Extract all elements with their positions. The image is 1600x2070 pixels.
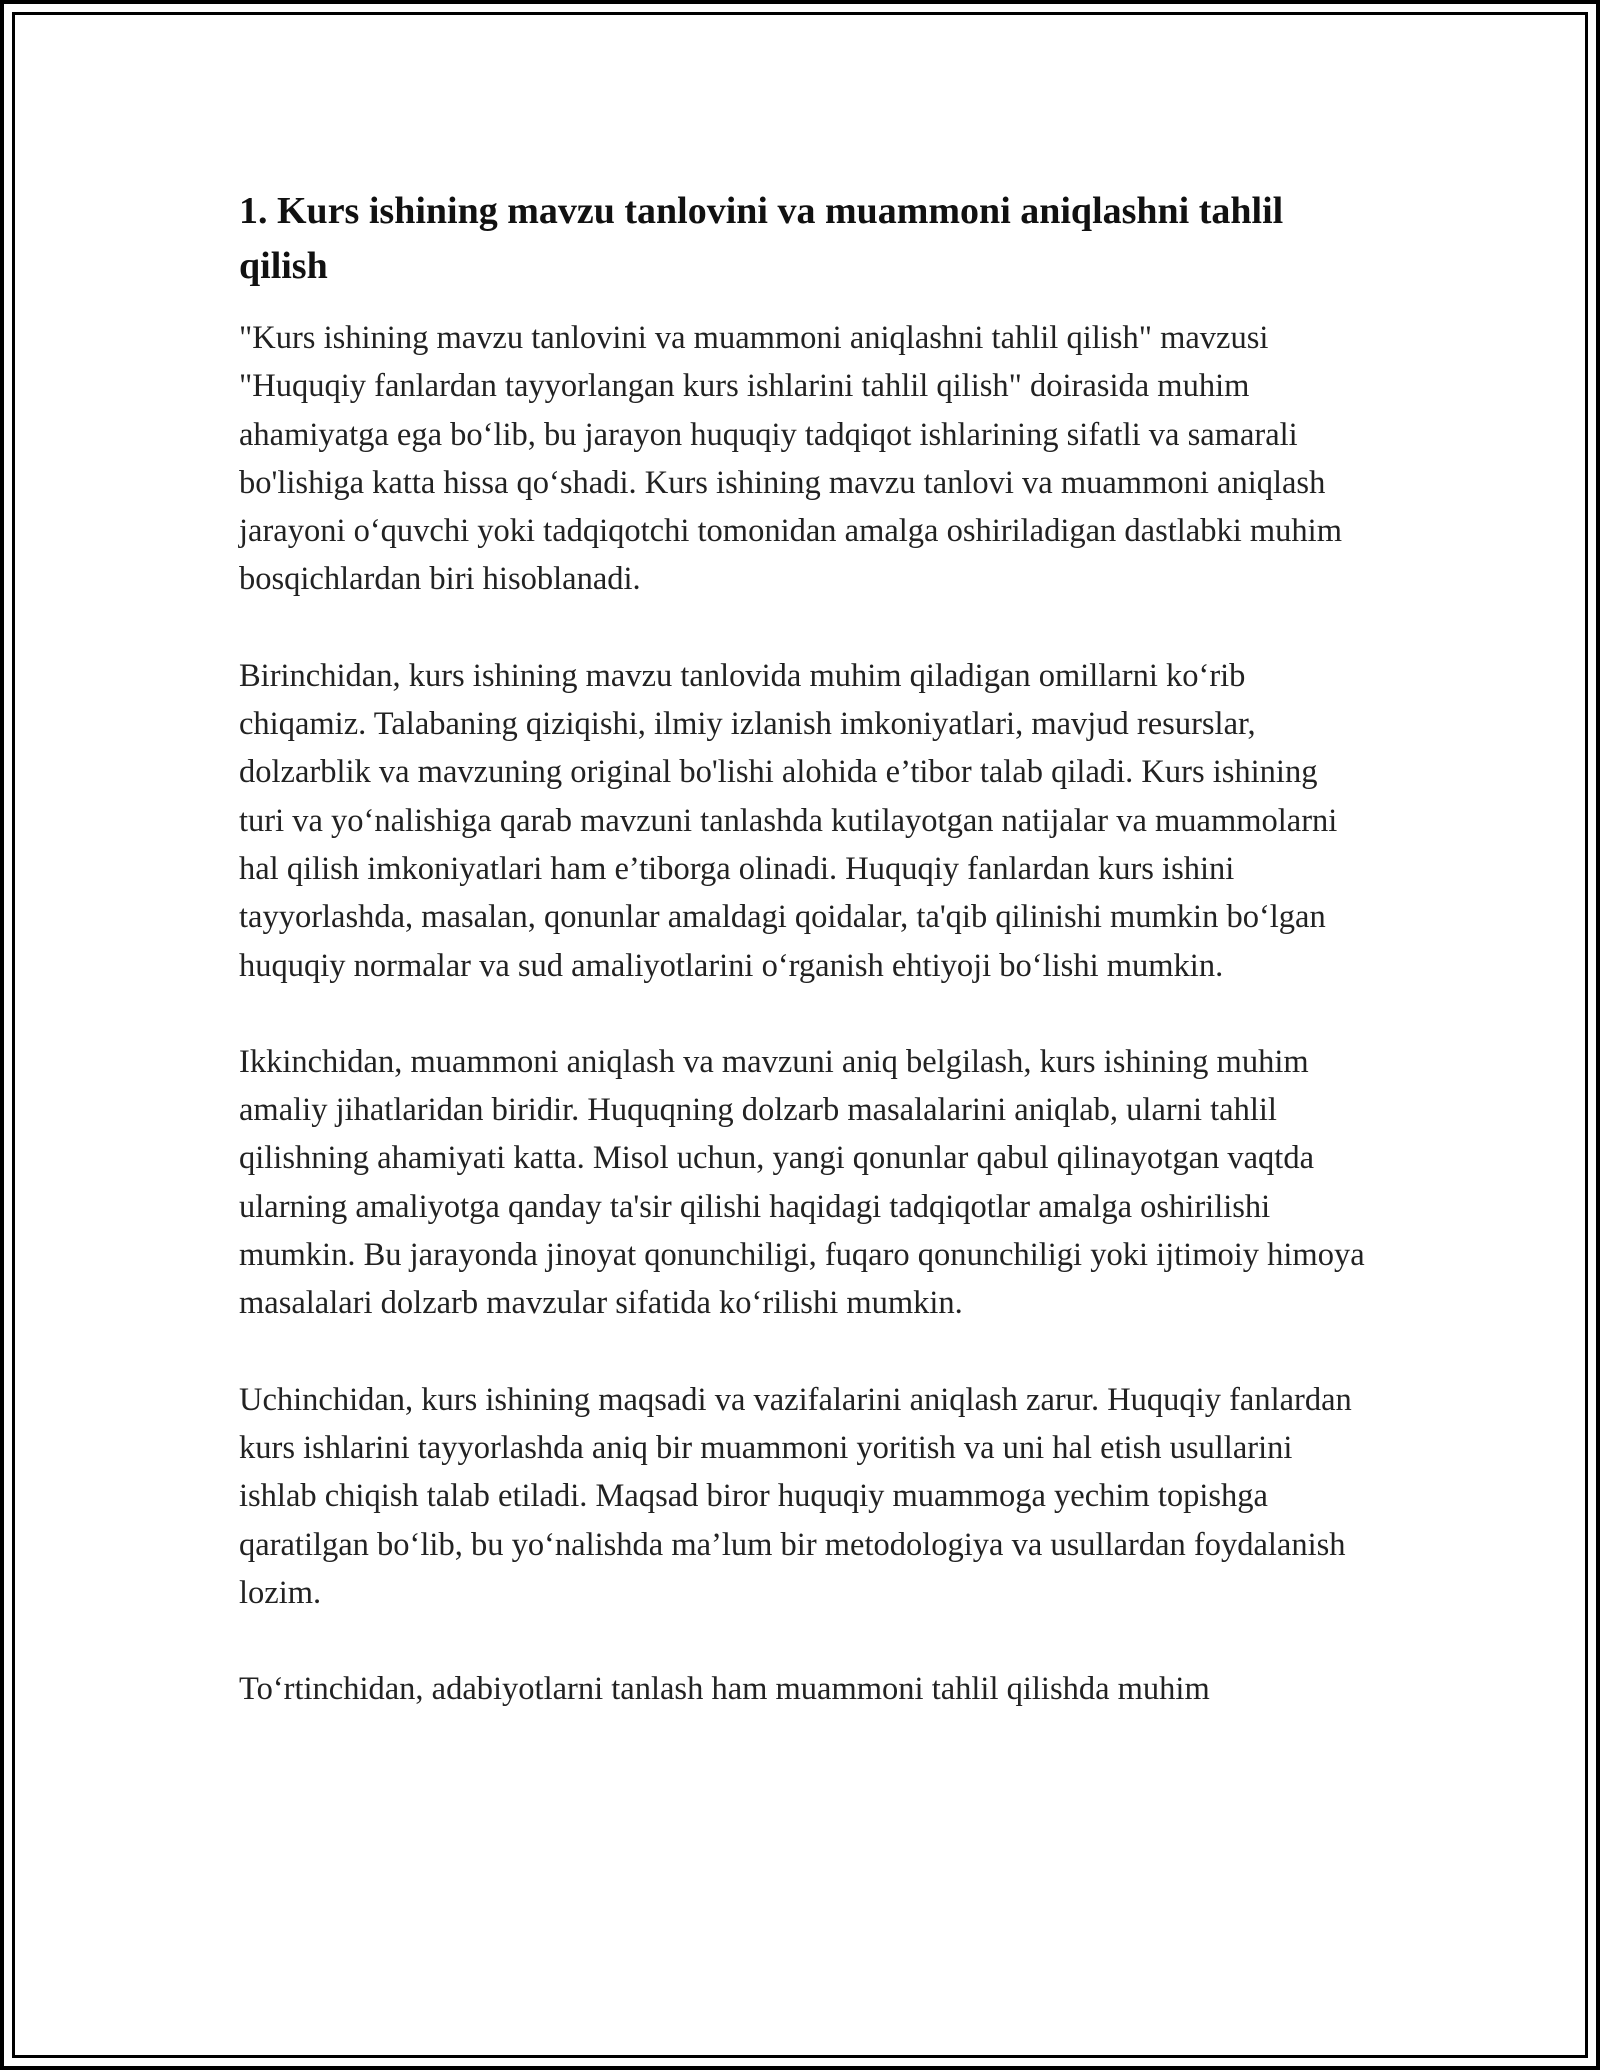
section-heading: 1. Kurs ishining mavzu tanlovini va muammoni aniqlashni tahlil qilish bbox=[239, 190, 1284, 287]
paragraph-third: Uchinchidan, kurs ishining maqsadi va vazifalarini aniqlash zarur. Huquqiy fanlardan kurs ishlarini tayyorlashda aniq bir muammoni yoritish va uni hal etish usullarini ishlab chiqish talab etiladi. Maqsad biror huquqiy muammoga yechim topishga qaratilgan bo‘lib, bu yo‘nalishda ma’lum bir metodologiya va usullardan foydalanish lozim. bbox=[239, 1381, 1352, 1611]
paragraph-intro: "Kurs ishining mavzu tanlovini va muammoni aniqlashni tahlil qilish" mavzusi "Huquqiy fanlardan tayyorlangan kurs ishlarini tahlil qilish" doirasida muhim ahamiyatga ega bo‘lib, bu jarayon huquqiy tadqiqot ishlarining sifatli va samarali bo'lishiga katta hissa qo‘shadi. Kurs ishining mavzu tanlovi va muammoni aniqlash jarayoni o‘quvchi yoki tadqiqotchi tomonidan amalga oshiriladigan dastlabki muhim bosqichlardan biri hisoblanadi. bbox=[239, 320, 1342, 598]
paragraph-fourth: To‘rtinchidan, adabiyotlarni tanlash ham muammoni tahlil qilishda muhim bbox=[239, 1671, 1210, 1708]
paragraph-first: Birinchidan, kurs ishining mavzu tanlovida muhim qiladigan omillarni ko‘rib chiqamiz. Talabaning qiziqishi, ilmiy izlanish imkoniyatlari, mavjud resurslar, dolzarblik va mavzuning original bo'lishi alohida e’tibor talab qiladi. Kurs ishining turi va yo‘nalishiga qarab mavzuni tanlashda kutilayotgan natijalar va muammolarni hal qilish imkoniyatlari ham e’tiborga olinadi. Huquqiy fanlardan kurs ishini tayyorlashda, masalan, qonunlar amaldagi qoidalar, ta'qib qilinishi mumkin bo‘lgan huquqiy normalar va sud amaliyotlarini o‘rganish ehtiyoji bo‘lishi mumkin. bbox=[239, 657, 1338, 984]
document-body bbox=[239, 184, 1369, 1761]
paragraph-second: Ikkinchidan, muammoni aniqlash va mavzuni aniq belgilash, kurs ishining muhim amaliy jihatlaridan biridir. Huquqning dolzarb masalalarini aniqlab, ularni tahlil qilishning ahamiyati katta. Misol uchun, yangi qonunlar qabul qilinayotgan vaqtda ularning amaliyotga qanday ta'sir qilishi haqidagi tadqiqotlar amalga oshirilishi mumkin. Bu jarayonda jinoyat qonunchiligi, fuqaro qonunchiligi yoki ijtimoiy himoya masalalari dolzarb mavzular sifatida ko‘rilishi mumkin. bbox=[239, 1043, 1365, 1322]
